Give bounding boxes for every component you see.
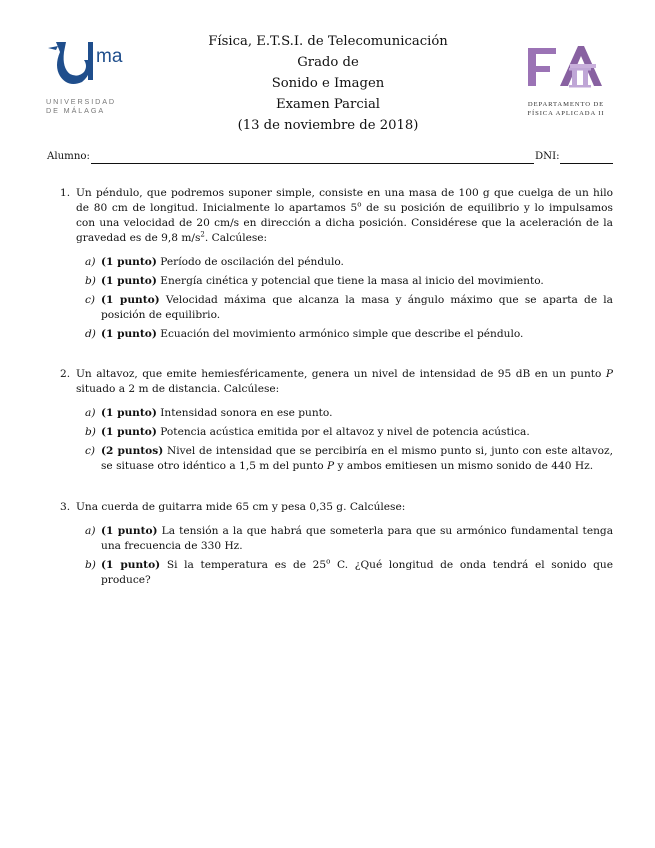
department-name-line1: DEPARTAMENTO DE — [527, 101, 605, 108]
question-1 — [60, 186, 613, 346]
uma-mark-text: ma — [96, 46, 123, 67]
item-label: c) — [85, 294, 96, 306]
question-item — [85, 274, 613, 289]
statement-part: Un altavoz, que emite hemiesféricamente, genera un nivel de intensidad de 95 dB en un punto — [76, 368, 606, 380]
item-text: y ambos emitiesen un mismo sonido de 440 Hz. — [334, 460, 594, 472]
question-item — [85, 327, 613, 342]
degree-superscript: o — [326, 557, 331, 566]
question-item — [85, 255, 613, 270]
item-text: Potencia acústica emitida por el altavoz y nivel de potencia acústica. — [160, 426, 530, 438]
fa-ii-logo-icon — [516, 40, 616, 96]
uma-name-line2: DE MÁLAGA — [46, 106, 106, 115]
item-text: La tensión a la que habrá que someterla para que su armónico fundamental tenga una frecuencia de 330 Hz. — [101, 525, 614, 552]
header-degree-name: Sonido e Imagen — [271, 76, 385, 91]
point-variable: P — [326, 460, 335, 472]
question-number: 1. — [60, 187, 71, 199]
question-statement: Una cuerda de guitarra mide 65 cm y pesa 0,35 g. Calcúlese: — [76, 501, 406, 513]
item-label: a) — [85, 525, 96, 537]
exam-header — [160, 31, 496, 136]
item-label: d) — [85, 328, 96, 340]
department-name — [516, 100, 616, 118]
question-statement — [76, 186, 613, 246]
item-points: (1 punto) — [101, 407, 157, 419]
student-info-line — [47, 151, 613, 165]
question-statement — [76, 367, 613, 397]
header-institution: Física, E.T.S.I. de Telecomunicación — [208, 34, 448, 49]
question-item — [85, 406, 613, 421]
uma-name — [46, 97, 116, 115]
item-points: (1 punto) — [101, 559, 161, 571]
statement-part: . Calcúlese: — [204, 232, 268, 244]
department-name-line2: FÍSICA APLICADA II — [527, 110, 605, 117]
header-exam-type: Examen Parcial — [275, 97, 381, 112]
point-variable: P — [605, 368, 613, 380]
item-text: C. ¿Qué longitud de onda tendrá el sonido que produce? — [101, 559, 613, 586]
uma-emblem-icon — [44, 38, 134, 94]
item-text: Período de oscilación del péndulo. — [160, 256, 344, 268]
item-label: a) — [85, 407, 96, 419]
department-logo — [516, 40, 616, 120]
question-item — [85, 444, 613, 474]
item-label: b) — [85, 275, 96, 287]
student-name-label: Alumno: — [47, 151, 90, 162]
student-id-field[interactable] — [560, 163, 613, 164]
question-items — [60, 255, 613, 342]
question-item — [85, 524, 614, 554]
statement-part: de su posición de equilibrio y lo impulsamos con una velocidad de 20 cm/s en dirección a dicha posición. Considérese que la aceleración de la gravedad es de 9,8 m/s — [76, 202, 613, 244]
item-points: (2 puntos) — [101, 445, 164, 457]
item-points: (1 punto) — [101, 275, 157, 287]
question-item — [85, 557, 613, 588]
item-text: Si la temperatura es de 25 — [166, 559, 327, 571]
question-number: 3. — [60, 501, 71, 513]
question-item — [85, 425, 613, 440]
header-date: (13 de noviembre de 2018) — [237, 118, 419, 133]
header-degree-label: Grado de — [297, 55, 359, 70]
item-points: (1 punto) — [101, 328, 157, 340]
question-items — [60, 406, 613, 474]
uma-name-line1: UNIVERSIDAD — [46, 97, 117, 106]
question-items — [60, 524, 613, 588]
squared-superscript: 2 — [200, 230, 205, 239]
item-text: Energía cinética y potencial que tiene la masa al inicio del movimiento. — [160, 275, 544, 287]
statement-part: situado a 2 m de distancia. Calcúlese: — [76, 383, 280, 395]
item-points: (1 punto) — [101, 256, 157, 268]
item-text: Velocidad máxima que alcanza la masa y ángulo máximo que se aparta de la posición de equilibrio. — [101, 294, 614, 321]
degree-superscript: o — [357, 200, 362, 209]
item-points: (1 punto) — [101, 525, 158, 537]
question-number: 2. — [60, 368, 71, 380]
item-label: a) — [85, 256, 96, 268]
item-label: b) — [85, 559, 96, 571]
question-item — [85, 293, 614, 323]
item-points: (1 punto) — [101, 294, 160, 306]
question-3 — [60, 500, 613, 592]
statement-part: Un péndulo, que podremos suponer simple, consiste en una masa de 100 g que cuelga de un hilo de 80 cm de longitud. Inicialmente lo apartamos 5 — [76, 187, 613, 214]
item-label: b) — [85, 426, 96, 438]
student-name-field[interactable] — [91, 163, 534, 164]
question-2 — [60, 367, 613, 478]
item-label: c) — [85, 445, 96, 457]
student-id-label: DNI: — [535, 151, 560, 162]
item-text: Ecuación del movimiento armónico simple que describe el péndulo. — [160, 328, 524, 340]
item-text: Nivel de intensidad que se percibiría en el mismo punto si, junto con este altavoz, se situase otro idéntico a 1,5 m del punto — [101, 445, 613, 472]
item-text: Intensidad sonora en ese punto. — [160, 407, 333, 419]
uma-logo — [44, 38, 134, 118]
item-points: (1 punto) — [101, 426, 157, 438]
